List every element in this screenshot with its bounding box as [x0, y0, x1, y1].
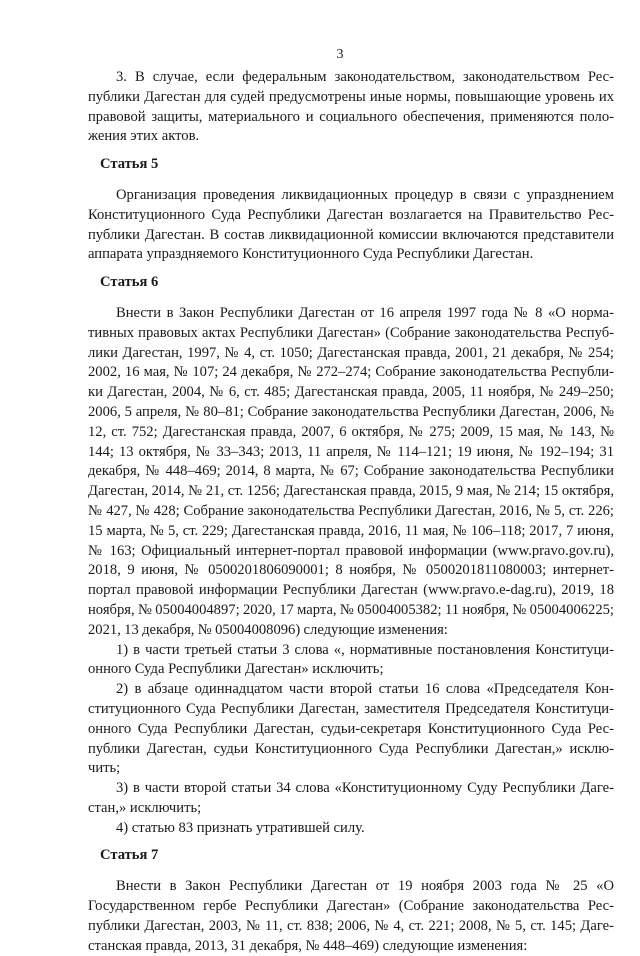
article-5-heading: Статья 5 [100, 156, 159, 173]
document-body [88, 68, 614, 956]
article-6-change-3: 3) в части второй статьи 34 слова «Конституционному Суду Республики Дагестан,» исключить; [88, 780, 614, 816]
article-6-change-2: 2) в абзаце одиннадцатом части второй статьи 16 слова «Председателя Конституционного Суда Республики Дагестан, заместителя Председателя Конституционного Суда Республики Дагестан, судьи-секретаря Конституционного Суда Республики Дагестан, судьи Конституционного Суда Республики Дагестан,» исключить; [88, 681, 614, 777]
article-6-change-4: 4) статью 83 признать утратившей силу. [116, 819, 365, 836]
article-5-text: Организация проведения ликвидационных процедур в связи с упразднением Конституционного Суда Республики Дагестан возлагается на Правительство Республики Дагестан. В состав ликвидационной комиссии включаются представители аппарата упраздняемого Конституционного Суда Республики Дагестан. [88, 186, 614, 263]
article-6-heading: Статья 6 [100, 274, 159, 291]
article-7-heading: Статья 7 [100, 847, 159, 864]
item-3-paragraph: 3. В случае, если федеральным законодательством, законодательством Республики Дагестан для судей предусмотрены иные нормы, повышающие уровень их правовой защиты, материального и социального обеспечения, применяются положения этих актов. [88, 69, 614, 145]
article-6-change-1: 1) в части третьей статьи 3 слова «, нормативные постановления Конституционного Суда Республики Дагестан» исключить; [88, 641, 614, 678]
article-6-intro: Внести в Закон Республики Дагестан от 16 апреля 1997 года № 8 «О нормативных правовых актах Республики Дагестан» (Собрание законодательства Республики Дагестан, 1997, № 4, ст. 1050; Дагестанская правда, 2001, 21 декабря, № 254; 2002, 16 мая, № 107; 24 декабря, № 272–274; Собрание законодательства Республики Дагестан, 2004, № 6, ст. 485; Дагестанская правда, 2005, 11 ноября, № 249–250; 2006, 5 апреля, № 80–81; Собрание законодательства Республики Дагестан, 2006, № 12, ст. 752; Дагестанская правда, 2007, 6 октября, № 275; 2009, 15 мая, № 143, № 144; 13 октября, № 33–343; 2013, 11 апреля, № 114–121; 19 июня, № 192–194; 31 декабря, № 448–469; 2014, 8 марта, № 67; Собрание законодательства Республики Дагестан, 2014, № 21, ст. 1256; Дагестанская правда, 2015, 9 мая, № 214; 15 октября, № 427, № 428; Собрание законодательства Республики Дагестан, 2016, № 5, ст. 226; 15 марта, № 5, ст. 229; Дагестанская правда, 2016, 11 мая, № 106–118; 2017, 7 июня, № 163; Официальный интернет-портал правовой информации (www.pravo.gov.ru), 2018, 9 июня, № 0500201806090001; 8 ноября, № 0500201811080003; интернет-портал правовой информации Республики Дагестан (www.pravo.e-dag.ru), 2019, 18 ноября, № 05004004897; 2020, 17 марта, № 05004005382; 11 ноября, № 05004006225; 2021, 13 декабря, № 05004008096) следующие изменения: [88, 304, 614, 638]
article-7-text: Внести в Закон Республики Дагестан от 19 ноября 2003 года № 25 «О Государственном гербе Республики Дагестан» (Собрание законодательства Республики Дагестан, 2003, № 11, ст. 838; 2006, № 4, ст. 221; 2008, № 5, ст. 145; Дагестанская правда, 2013, 31 декабря, № 448–469) следующие изменения: [88, 878, 614, 954]
page-number: 3 [336, 47, 344, 62]
